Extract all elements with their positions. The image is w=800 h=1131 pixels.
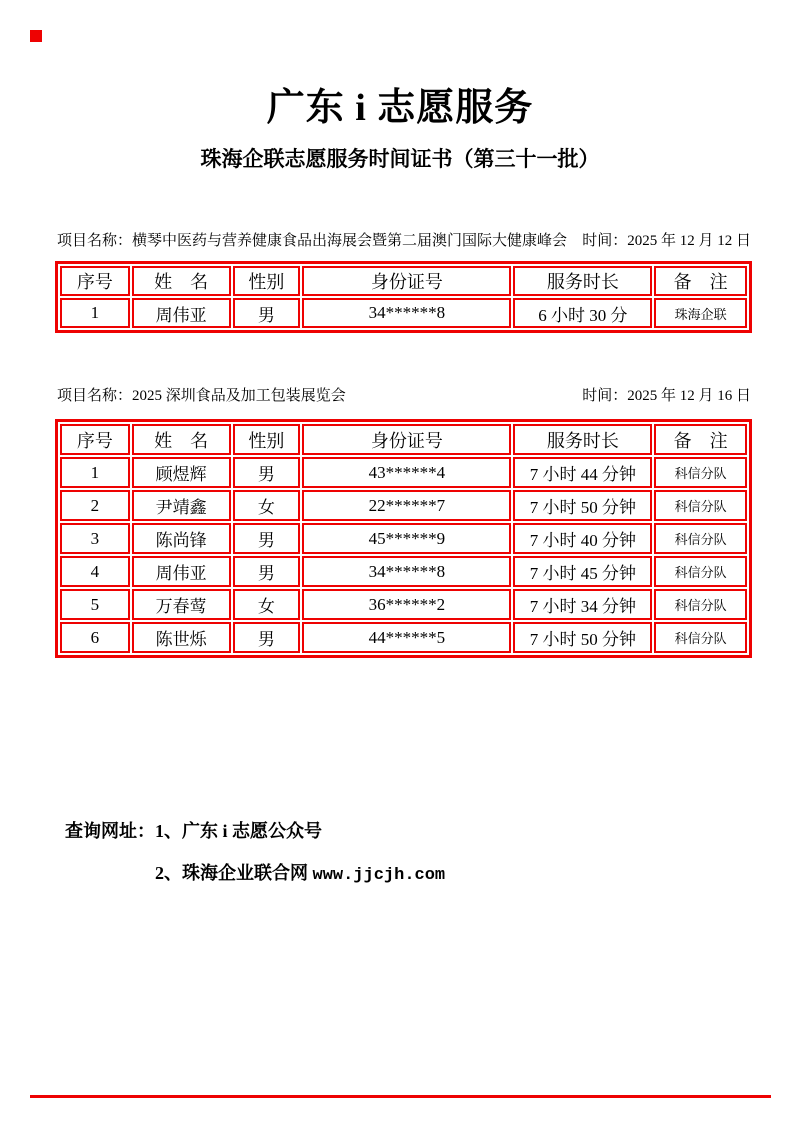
table-cell: 1 bbox=[60, 457, 130, 488]
column-header: 性别 bbox=[233, 266, 301, 296]
volunteer-table-1-wrap bbox=[55, 261, 752, 333]
project-1-time: 时间：2025 年 12 月 12 日 bbox=[582, 233, 751, 249]
table-cell: 科信分队 bbox=[654, 556, 747, 587]
table-cell: 7 小时 40 分钟 bbox=[513, 523, 652, 554]
column-header: 身份证号 bbox=[302, 424, 511, 455]
table-row bbox=[60, 298, 747, 328]
column-header: 姓 名 bbox=[132, 266, 231, 296]
table-cell: 男 bbox=[233, 523, 301, 554]
table-cell: 男 bbox=[233, 556, 301, 587]
table-cell: 科信分队 bbox=[654, 622, 747, 653]
table-cell: 36******2 bbox=[302, 589, 511, 620]
table-cell: 尹靖鑫 bbox=[132, 490, 231, 521]
table-cell: 科信分队 bbox=[654, 523, 747, 554]
table-cell: 万春莺 bbox=[132, 589, 231, 620]
query-url-item-1: 1、广东 i 志愿公众号 bbox=[155, 821, 323, 841]
table-cell: 周伟亚 bbox=[132, 298, 231, 328]
volunteer-table-2 bbox=[55, 419, 752, 658]
table-cell: 科信分队 bbox=[654, 589, 747, 620]
table-cell: 3 bbox=[60, 523, 130, 554]
table-row bbox=[60, 523, 747, 554]
column-header: 备 注 bbox=[654, 424, 747, 455]
table-cell: 34******8 bbox=[302, 298, 511, 328]
table-cell: 7 小时 34 分钟 bbox=[513, 589, 652, 620]
table-header-row bbox=[60, 424, 747, 455]
table-cell: 22******7 bbox=[302, 490, 511, 521]
query-url-link: www.jjcjh.com bbox=[312, 866, 446, 885]
table-cell: 34******8 bbox=[302, 556, 511, 587]
page-bottom-rule bbox=[30, 1095, 771, 1098]
project-1-name: 项目名称：横琴中医药与营养健康食品出海展会暨第二届澳门国际大健康峰会 bbox=[57, 233, 568, 249]
column-header: 服务时长 bbox=[513, 424, 652, 455]
table-row bbox=[60, 622, 747, 653]
table-cell: 周伟亚 bbox=[132, 556, 231, 587]
query-url-label: 查询网址： bbox=[65, 821, 155, 841]
query-url-item-2: 2、珠海企业联合网 bbox=[155, 863, 313, 883]
column-header: 姓 名 bbox=[132, 424, 231, 455]
table-row bbox=[60, 490, 747, 521]
table-cell: 科信分队 bbox=[654, 457, 747, 488]
table-cell: 5 bbox=[60, 589, 130, 620]
volunteer-table-2-wrap bbox=[55, 419, 752, 658]
table-cell: 43******4 bbox=[302, 457, 511, 488]
table-cell: 男 bbox=[233, 298, 301, 328]
volunteer-table-1 bbox=[55, 261, 752, 333]
table-cell: 7 小时 45 分钟 bbox=[513, 556, 652, 587]
table-cell: 7 小时 44 分钟 bbox=[513, 457, 652, 488]
table-cell: 科信分队 bbox=[654, 490, 747, 521]
table-cell: 6 小时 30 分 bbox=[513, 298, 652, 328]
table-cell: 1 bbox=[60, 298, 130, 328]
query-url-line-1 bbox=[65, 817, 322, 843]
table-cell: 6 bbox=[60, 622, 130, 653]
column-header: 序号 bbox=[60, 424, 130, 455]
table-row bbox=[60, 556, 747, 587]
table-cell: 7 小时 50 分钟 bbox=[513, 490, 652, 521]
column-header: 备 注 bbox=[654, 266, 747, 296]
table-cell: 陈尚锋 bbox=[132, 523, 231, 554]
table-row bbox=[60, 457, 747, 488]
table-cell: 44******5 bbox=[302, 622, 511, 653]
table-cell: 男 bbox=[233, 622, 301, 653]
column-header: 身份证号 bbox=[302, 266, 511, 296]
table-cell: 女 bbox=[233, 589, 301, 620]
project-2-info-line bbox=[57, 384, 751, 405]
query-url-line-2 bbox=[155, 859, 445, 885]
table-cell: 陈世烁 bbox=[132, 622, 231, 653]
table-cell: 男 bbox=[233, 457, 301, 488]
table-cell: 珠海企联 bbox=[654, 298, 747, 328]
table-cell: 顾煜辉 bbox=[132, 457, 231, 488]
table-cell: 45******9 bbox=[302, 523, 511, 554]
table-row bbox=[60, 589, 747, 620]
column-header: 序号 bbox=[60, 266, 130, 296]
page-subtitle: 珠海企联志愿服务时间证书（第三十一批） bbox=[200, 147, 600, 171]
column-header: 性别 bbox=[233, 424, 301, 455]
table-cell: 4 bbox=[60, 556, 130, 587]
table-cell: 2 bbox=[60, 490, 130, 521]
column-header: 服务时长 bbox=[513, 266, 652, 296]
project-2-name: 项目名称：2025 深圳食品及加工包装展览会 bbox=[57, 388, 346, 404]
table-cell: 女 bbox=[233, 490, 301, 521]
page-title: 广东 i 志愿服务 bbox=[266, 87, 534, 129]
table-cell: 7 小时 50 分钟 bbox=[513, 622, 652, 653]
page-corner-marker bbox=[30, 30, 42, 42]
project-2-time: 时间：2025 年 12 月 16 日 bbox=[582, 388, 751, 404]
table-header-row bbox=[60, 266, 747, 296]
project-1-info-line bbox=[57, 229, 751, 250]
